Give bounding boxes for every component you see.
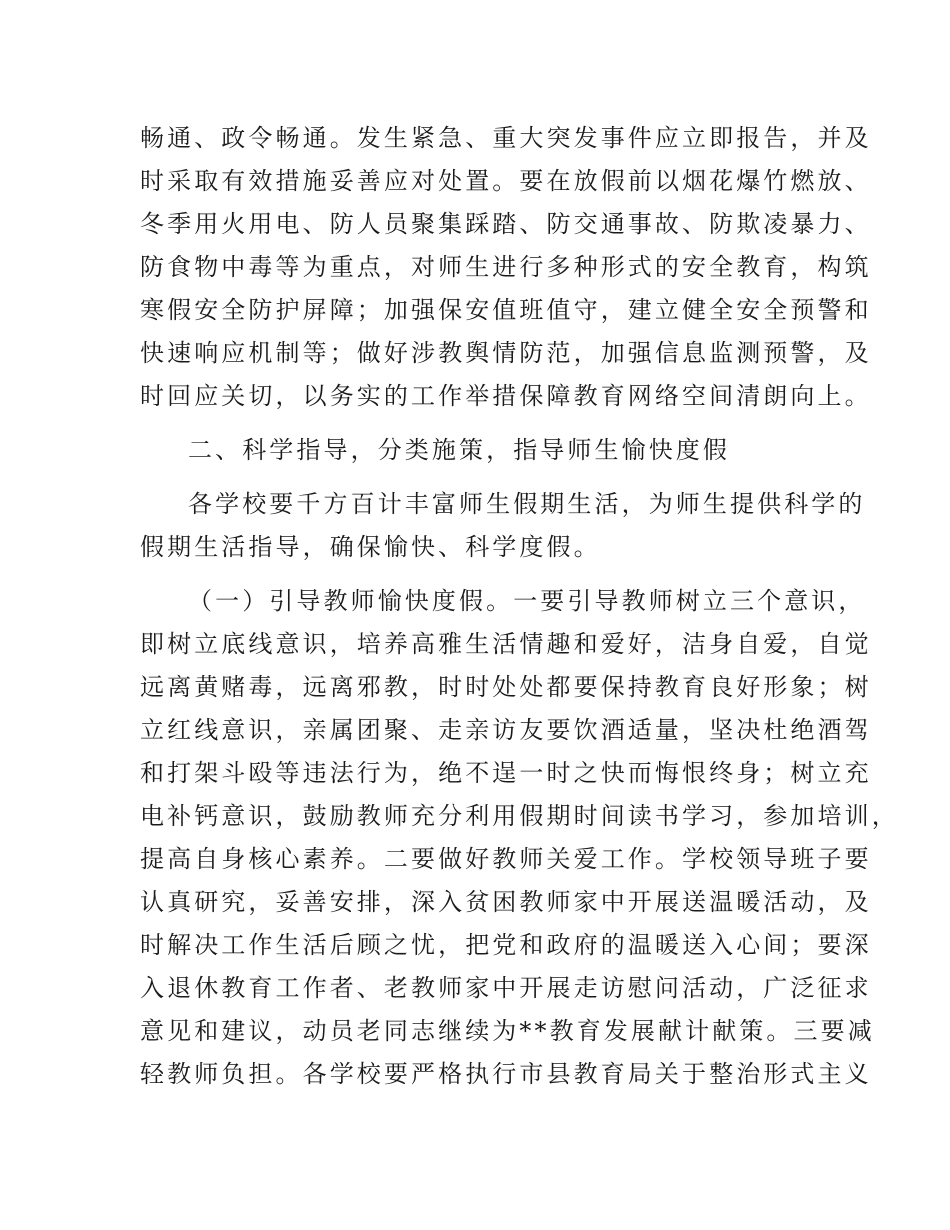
paragraph-line: 时回应关切，以务实的工作举措保障教育网络空间清朗向上。	[140, 382, 872, 410]
paragraph-line: 即树立底线意识，培养高雅生活情趣和爱好，洁身自爱，自觉	[140, 630, 872, 658]
section-heading: 二、科学指导，分类施策，指导师生愉快度假	[188, 436, 730, 464]
paragraph-line: 快速响应机制等；做好涉教舆情防范，加强信息监测预警，及	[140, 339, 872, 367]
paragraph-line: 时解决工作生活后顾之忧，把党和政府的温暖送入心间；要深	[140, 931, 872, 959]
paragraph-line: 提高自身核心素养。二要做好教师关爱工作。学校领导班子要	[140, 845, 872, 873]
paragraph-line: 远离黄赌毒，远离邪教，时时处处都要保持教育良好形象；树	[140, 673, 872, 701]
paragraph-line: 冬季用火用电、防人员聚集踩踏、防交通事故、防欺凌暴力、	[140, 210, 872, 238]
paragraph-line: 各学校要千方百计丰富师生假期生活，为师生提供科学的	[188, 490, 866, 518]
paragraph-line: 寒假安全防护屏障；加强保安值班值守，建立健全安全预警和	[140, 296, 872, 324]
paragraph-line: 假期生活指导，确保愉快、科学度假。	[140, 533, 601, 561]
paragraph-line: 电补钙意识，鼓励教师充分利用假期时间读书学习，参加培训，	[140, 802, 899, 830]
paragraph-line: 和打架斗殴等违法行为，绝不逞一时之快而悔恨终身；树立充	[140, 759, 872, 787]
paragraph-line: 意见和建议，动员老同志继续为**教育发展献计献策。三要减	[140, 1017, 875, 1045]
paragraph-line: 防食物中毒等为重点，对师生进行多种形式的安全教育，构筑	[140, 253, 872, 281]
paragraph-line: 畅通、政令畅通。发生紧急、重大突发事件应立即报告，并及	[140, 124, 872, 152]
paragraph-line: 认真研究，妥善安排，深入贫困教师家中开展送温暖活动，及	[140, 888, 872, 916]
paragraph-line: 立红线意识，亲属团聚、走亲访友要饮酒适量，坚决杜绝酒驾	[140, 716, 872, 744]
paragraph-line: 入退休教育工作者、老教师家中开展走访慰问活动，广泛征求	[140, 974, 872, 1002]
paragraph-line: 轻教师负担。各学校要严格执行市县教育局关于整治形式主义	[140, 1060, 872, 1088]
paragraph-line: （一）引导教师愉快度假。一要引导教师树立三个意识，	[188, 587, 866, 615]
paragraph-line: 时采取有效措施妥善应对处置。要在放假前以烟花爆竹燃放、	[140, 167, 872, 195]
